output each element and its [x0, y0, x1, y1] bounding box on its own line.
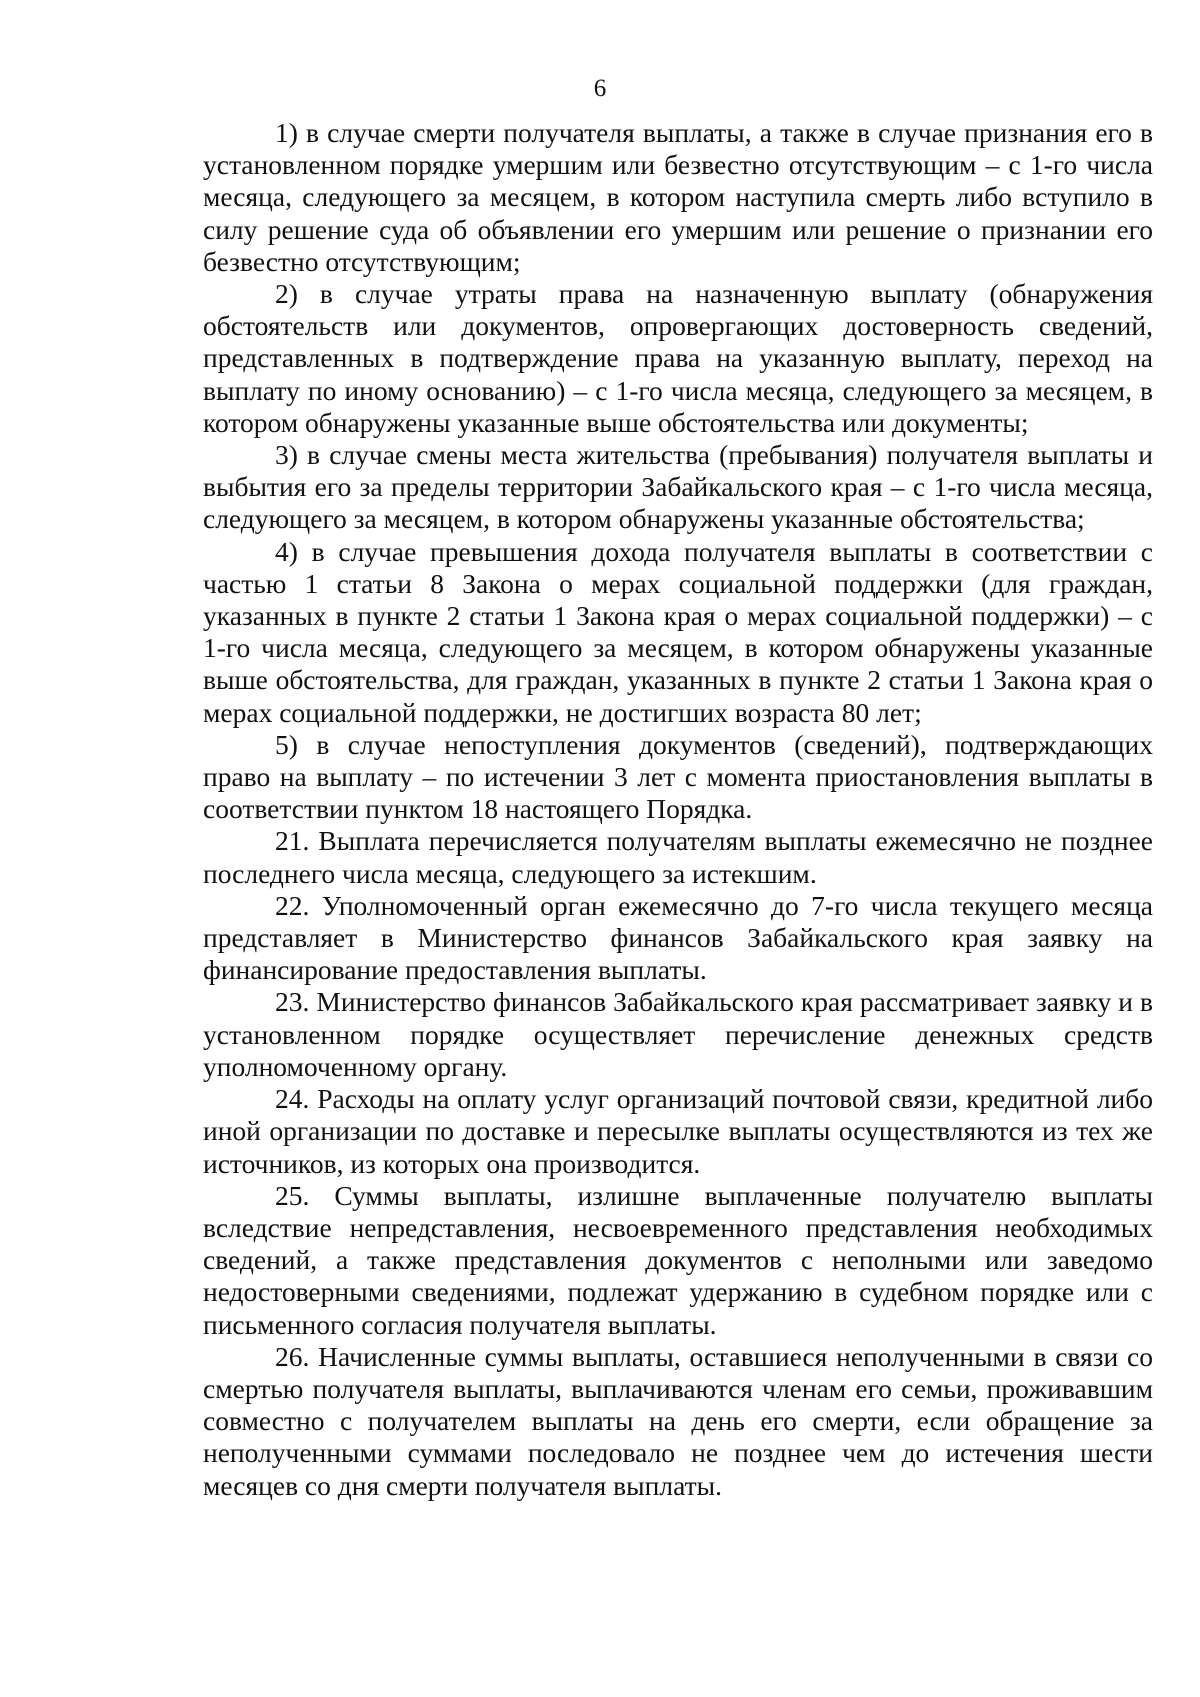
- paragraph-item-5: 5) в случае непоступления документов (сведений), подтверждающих право на выплату – по истечении 3 лет с момента приостановления выплаты в соответствии пунктом 18 настоящего Порядка.: [203, 728, 1153, 825]
- paragraph-item-1: 1) в случае смерти получателя выплаты, а также в случае признания его в установленном порядке умершим или безвестно отсутствующим – с 1-го числа месяца, следующего за месяцем, в котором наступила смерть либо вступило в силу решение суда об объявлении его умершим или решение о признании его безвестно отсутствующим;: [203, 117, 1153, 277]
- paragraph-item-2: 2) в случае утраты права на назначенную выплату (обнаружения обстоятельств или документов, опровергающих достоверность сведений, представленных в подтверждение права на указанную выплату, переход на выплату по иному основанию) – с 1-го числа месяца, следующего за месяцем, в котором обнаружены указанные выше обстоятельства или документы;: [203, 278, 1153, 438]
- paragraph-item-4: 4) в случае превышения дохода получателя выплаты в соответствии с частью 1 статьи 8 Закона о мерах социальной поддержки (для граждан, указанных в пункте 2 статьи 1 Закона края о мерах социальной поддержки) – с 1-го числа месяца, следующего за месяцем, в котором обнаружены указанные выше обстоятельства, для граждан, указанных в пункте 2 статьи 1 Закона края о мерах социальной поддержки, не достигших возраста 80 лет;: [203, 535, 1153, 728]
- paragraph-clause-26: 26. Начисленные суммы выплаты, оставшиеся неполученными в связи со смертью получателя выплаты, выплачиваются членам его семьи, проживавшим совместно с получателем выплаты на день его смерти, если обращение за неполученными суммами последовало не позднее чем до истечения шести месяцев со дня смерти получателя выплаты.: [203, 1340, 1153, 1501]
- paragraph-clause-25: 25. Суммы выплаты, излишне выплаченные получателю выплаты вследствие непредставления, несвоевременного представления необходимых сведений, а также представления документов с неполными или заведомо недостоверными сведениями, подлежат удержанию в судебном порядке или с письменного согласия получателя выплаты.: [203, 1179, 1153, 1340]
- document-body: [203, 117, 1153, 1502]
- page-number: 6: [593, 75, 607, 102]
- paragraph-item-3: 3) в случае смены места жительства (пребывания) получателя выплаты и выбытия его за пределы территории Забайкальского края – с 1-го числа месяца, следующего за месяцем, в котором обнаружены указанные обстоятельства;: [203, 439, 1153, 535]
- paragraph-clause-21: 21. Выплата перечисляется получателям выплаты ежемесячно не позднее последнего числа месяца, следующего за истекшим.: [203, 825, 1153, 889]
- paragraph-clause-23: 23. Министерство финансов Забайкальского края рассматривает заявку и в установленном порядке осуществляет перечисление денежных средств уполномоченному органу.: [203, 986, 1153, 1082]
- paragraph-clause-22: 22. Уполномоченный орган ежемесячно до 7-го числа текущего месяца представляет в Министерство финансов Забайкальского края заявку на финансирование предоставления выплаты.: [203, 889, 1153, 986]
- paragraph-clause-24: 24. Расходы на оплату услуг организаций почтовой связи, кредитной либо иной организации по доставке и пересылке выплаты осуществляются из тех же источников, из которых она производится.: [203, 1083, 1153, 1179]
